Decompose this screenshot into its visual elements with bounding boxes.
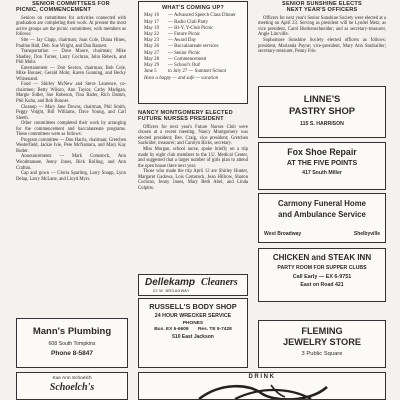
event-item: May 26 — Baccalaureate services: [144, 44, 219, 50]
article-paragraph: Other committees completed their work by arranging for the commencement and baccalaureate programs. These committees were as follows:: [16, 121, 126, 138]
vacation-note: Have a happy — and safe — vacation: [144, 76, 219, 82]
article-paragraph: Seniors on committees for activities connected with graduation are completing their work. At present the most active groups are the picnic committees, with members as follows:: [16, 15, 126, 38]
article-paragraph: Officers for next year's Senior Sunshine Society were elected at a meeting on April 23. Serving as president will be Lyndel Metz; as vice president, Carol Bierkenschneider; and as secretary-treasurer, Angie Lincville.: [258, 15, 386, 38]
article-paragraph: Program committee — Don Harris, chairman; Gretchen Westerfield, Jackie Ivie, Pete McNamara, and Mary Kay Butler.: [16, 137, 126, 154]
ad-dellekamp-name: Dellekamp: [145, 277, 196, 288]
ad-fox-address: 417 South Miller: [302, 170, 342, 176]
event-item: May 27 — Senior Picnic: [144, 50, 201, 56]
ad-chicken-name: CHICKEN and STEAK INN: [272, 253, 372, 262]
coca-cola-logo-icon: [139, 373, 386, 400]
ad-linnes-address: 115 S. HARRISON: [300, 121, 344, 127]
article-paragraph: Officers for next year's Future Nurses Club were chosen at a recent meeting. Nancy Montgomery was elected president; Bev. Craig, vice president; Gretchen Sackrider, treasurer; and Carolyn Ricks, secretary.: [138, 124, 248, 147]
whats-coming-up-box: [138, 1, 248, 104]
column-right: [258, 1, 386, 55]
article-paragraph: Entertainment — Don Sexton, chairman; Bob Cole, Mike Bonner, Gerald Mohr, Karen Gunning, and Becky Whisenand.: [16, 65, 126, 82]
ad-schoelchs: [16, 372, 128, 400]
ad-chicken-sub: PARTY ROOM FOR SUPPER CLUBS: [277, 265, 367, 271]
ad-dellekamp-cleaners: [138, 274, 248, 296]
ad-fox-name: Fox Shoe Repair: [287, 147, 357, 157]
sunshine-heading-top: SENIOR SUNSHINE ELECTS: [282, 1, 362, 7]
article-paragraph: Announcements — Mark Comstock, Ann Woodmansee, Jenny Jones, Rick Rolling, and Ann Crafton.: [16, 154, 126, 171]
whats-coming-up-heading: WHAT'S COMING UP?: [161, 5, 225, 11]
event-item: June 5 to July 27 — Summer School: [144, 69, 227, 75]
article-paragraph: Site — Jay Clapp, chairman; Joan Cole, Diana Hines, Pauline Hall, Deb. Sue Wright, and Dan Barnett.: [16, 38, 126, 49]
ad-fox-sub: AT THE FIVE POINTS: [286, 160, 358, 167]
ad-schoelchs-top: Sue Ann Schoelch: [52, 376, 92, 381]
ad-linnes-sub: PASTRY SHOP: [289, 105, 355, 116]
ad-carmony-name: Carmony Funeral Home: [278, 199, 366, 208]
senior-committees-heading: PICNIC, COMMENCEMENT: [16, 7, 92, 14]
ad-fleming-address: 3 Public Square: [301, 351, 343, 357]
ad-carmony-left: West Broadway: [264, 231, 302, 237]
ad-carmony-location-row: [264, 231, 380, 237]
ad-fox-shoe-repair: [258, 142, 386, 190]
ad-carmony-funeral-home: [258, 193, 386, 243]
article-paragraph: Miss Morgan, school nurse, spoke briefly on a trip made by eight club members to the I.U. Medical Center, and suggested that a larger number of girls plan to attend the open house there next year.: [138, 147, 248, 169]
ad-russells-phone-row: [139, 327, 247, 332]
event-item: May 29 — School's Out!: [144, 63, 201, 69]
article-paragraph: Food — Shirley McNew and Steve Laurence, co-chairmen; Betty Wilson, Ann Taylor, Cathy Madigan, Margie Sidler, Sue Robeson, Tina Rader, Rich Damm, Phil Kuhn, and Bob Bonner.: [16, 82, 126, 105]
ad-dellekamp-script: Cleaners: [201, 277, 238, 288]
article-paragraph: Those who made the trip April 12 are Shirley Hunter, Margaret Gadowa, Lois Comstock, Jean Hillrow, Sharon Cochran, Jenny Jones, Mary Beth Abel, and Linda Colpitts.: [138, 169, 248, 191]
ad-schoelchs-name: Schoelch's: [49, 382, 95, 393]
ad-chicken-call: Call Early — EX 6-9751: [292, 274, 352, 280]
event-item: May 28 — Commencement: [144, 56, 207, 62]
event-item: May 19 — Hi-Y, Y-Club Picnic: [144, 25, 214, 31]
ad-chicken-address: East on Road 421: [300, 282, 344, 288]
ad-russells-service: 24 HOUR WRECKER SERVICE: [154, 313, 232, 319]
ad-coca-cola: [138, 372, 386, 400]
article-paragraph: Sophomore Sunshine Society elected officers as follows: president, Marianda Payne; vice-president, Mary Ann Studrailler; secretary-treasurer, Penny Frie.: [258, 38, 386, 55]
ad-russells-phones-label: PHONES: [182, 321, 204, 326]
event-item: May 22 — Future Picnic: [144, 32, 201, 38]
ad-russells-name: RUSSELL'S BODY SHOP: [149, 302, 237, 311]
ad-chicken-steak-inn: [258, 248, 386, 302]
nurses-article: [138, 110, 248, 191]
ad-linnes-pastry-shop: [258, 86, 386, 138]
event-item: May 23 — Award Day: [144, 38, 197, 44]
ad-russells-res-phone: Res. TE 5-7428: [197, 327, 232, 332]
ad-carmony-sub: and Ambulance Service: [278, 210, 366, 219]
ad-dellekamp-address: 22 W. BROADWAY: [153, 289, 190, 293]
sunshine-heading: NEXT YEAR'S OFFICERS: [286, 7, 358, 14]
ad-fleming-name: FLEMING: [301, 326, 343, 336]
column-left: [16, 1, 126, 182]
ad-manns-plumbing: [16, 318, 128, 368]
senior-committees-heading-top: SENIOR COMMITTEES FOR: [32, 1, 110, 7]
nurses-heading: NANCY MONTGOMERY ELECTED FUTURE NURSES PRESIDENT: [138, 110, 233, 123]
senior-committees-article: [16, 16, 126, 182]
ad-coke-drink: DRINK: [248, 374, 276, 380]
article-paragraph: Cleanup — Mary Jane Downs, chairman, Phil Smith, Peggy Voight, Bill Williams, Dave Young, and Carl Sleeth.: [16, 104, 126, 121]
ad-fleming-jewelry: [258, 320, 386, 368]
ad-fleming-sub: JEWELRY STORE: [283, 337, 361, 347]
ad-carmony-right: Shelbyville: [353, 231, 380, 237]
sunshine-article: [258, 16, 386, 55]
ad-manns-phone: Phone 8-5847: [51, 350, 93, 357]
ad-russells-bus-phone: Bus. EX 6-6609: [154, 327, 189, 332]
ad-linnes-name: LINNE'S: [303, 93, 341, 104]
ad-russells-address: 510 East Jackson: [172, 334, 214, 340]
event-list: [144, 13, 242, 75]
ad-manns-name: Mann's Plumbing: [32, 326, 112, 337]
article-paragraph: Cap and gown — Gloria Sparling, Larry Snapp, Lynn Delap, Larry McLane, and Lloyd Myrs.: [16, 171, 126, 182]
event-item: May 17 — Radio Club Party: [144, 19, 209, 25]
event-item: May 16 — Advanced Speech Class Dinner: [144, 13, 236, 19]
ad-manns-address: 608 South Tompkins: [48, 341, 96, 347]
article-paragraph: Transportation — Dave Moore, chairman; Mike Shadley, Don Turner, Larry Cochran, John Rebeck, and Phil Mohr.: [16, 49, 126, 66]
ad-russells-body-shop: [138, 298, 248, 368]
